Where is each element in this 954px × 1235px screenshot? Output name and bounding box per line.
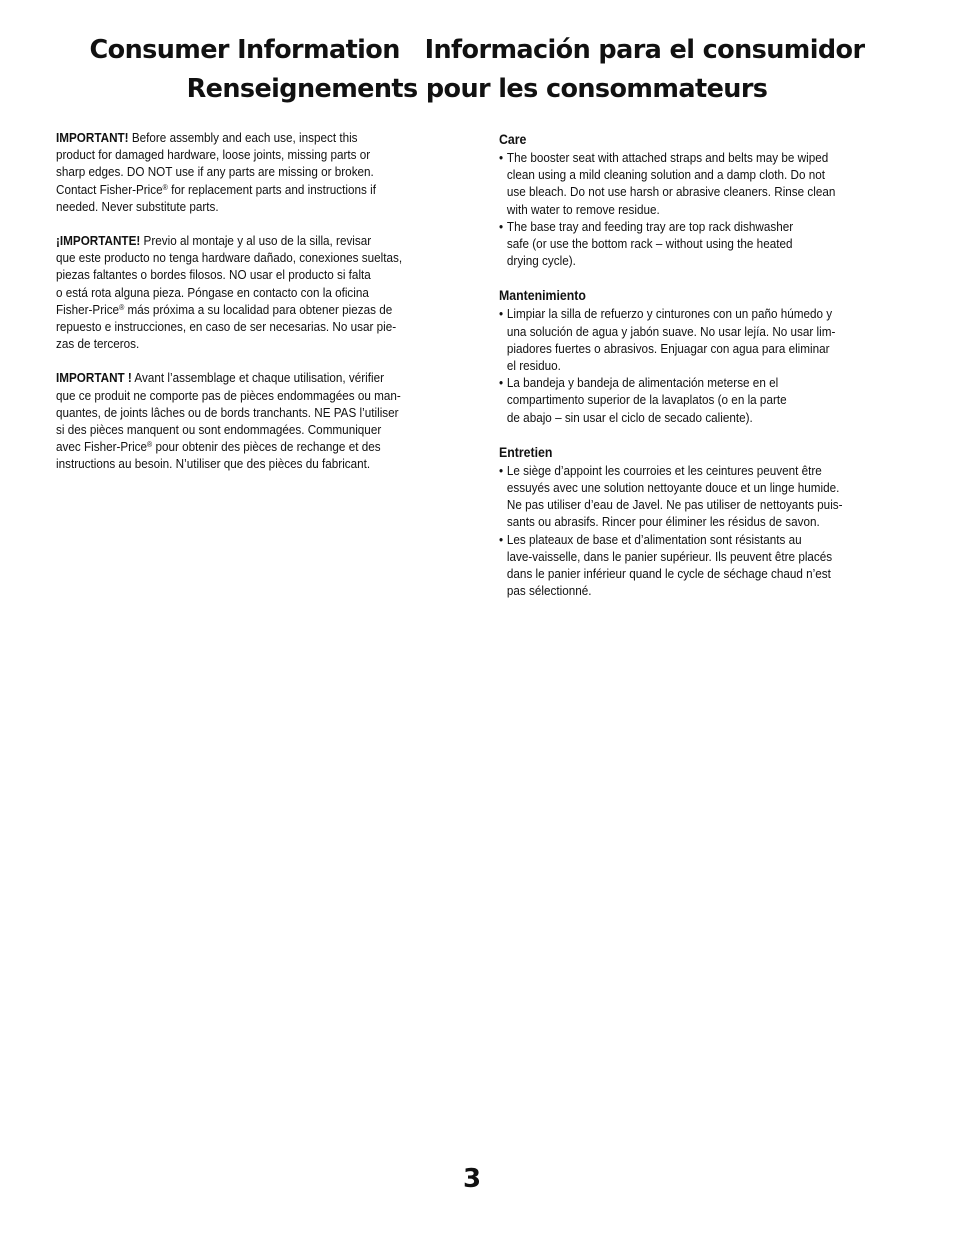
warning-label: IMPORTANT ! xyxy=(56,370,132,386)
bullet-item xyxy=(499,305,895,374)
page-number: 3 xyxy=(463,1164,482,1194)
care-section xyxy=(499,129,895,269)
registered-mark: ® xyxy=(119,302,125,312)
warning-spanish: ¡IMPORTANTE! Previo al montaje y al uso de la silla, revisar que este producto no tenga hardware dañado, conexiones sueltas, piezas faltantes o bordes filosos. NO usar el producto si falta o está rota alguna pieza. Póngase en contacto con la oficina Fisher-Price® más próxima a su localidad para obtener piezas de repuesto e instrucciones, en caso de ser necesarias. No usar pie- zas de terceros. xyxy=(56,233,403,352)
warnings-column xyxy=(56,129,450,490)
bullet-item xyxy=(499,149,895,218)
section-heading: Mantenimiento xyxy=(499,287,586,304)
bullet-line: clean using a mild cleaning solution and a damp cloth. Do not xyxy=(506,167,826,183)
bullet-line: Le siège d’appoint les courroies et les ceintures peuvent être xyxy=(506,462,822,478)
care-column xyxy=(499,129,895,615)
bullet-line: una solución de agua y jabón suave. No usar lejía. No usar lim- xyxy=(506,323,836,339)
warning-label: ¡IMPORTANTE! xyxy=(56,233,141,249)
bullet-line: The base tray and feeding tray are top rack dishwasher xyxy=(506,218,794,234)
bullet-line: Ne pas utiliser d’eau de Javel. Ne pas utiliser de nettoyants puis- xyxy=(506,497,843,513)
bullet-icon: • xyxy=(499,531,504,547)
bullet-line: Limpiar la silla de refuerzo y cinturones con un paño húmedo y xyxy=(506,306,833,322)
bullet-line: La bandeja y bandeja de alimentación meterse en el xyxy=(506,375,779,391)
bullet-line: pas sélectionné. xyxy=(506,583,592,599)
bullet-item xyxy=(499,218,895,270)
bullet-line: drying cycle). xyxy=(506,253,576,269)
page-title-french: Renseignements pour les consommateurs xyxy=(186,74,768,104)
section-heading: Care xyxy=(499,131,527,147)
bullet-line: Les plateaux de base et d’alimentation sont résistants au xyxy=(506,531,802,547)
registered-mark: ® xyxy=(147,440,153,450)
bullet-icon: • xyxy=(499,375,504,391)
entretien-section xyxy=(499,442,895,600)
bullet-line: de abajo – sin usar el ciclo de secado caliente). xyxy=(506,409,753,425)
bullet-item xyxy=(499,462,895,531)
bullet-line: piadores fuertes o abrasivos. Enjuagar con agua para eliminar xyxy=(506,340,830,356)
bullet-line: safe (or use the bottom rack – without using the heated xyxy=(506,236,793,252)
bullet-icon: • xyxy=(499,462,504,478)
bullet-item xyxy=(499,374,895,426)
warning-english: IMPORTANT! Before assembly and each use, inspect this product for damaged hardware, loose joints, missing parts or sharp edges. DO NOT use if any parts are missing or broken. Contact Fisher-Price® for replacement parts and instructions if needed. Never substitute parts. xyxy=(56,130,376,214)
registered-mark: ® xyxy=(162,182,168,192)
bullet-line: essuyés avec une solution nettoyante douce et un linge humide. xyxy=(506,480,840,496)
bullet-icon: • xyxy=(499,306,504,322)
bullet-line: sants ou abrasifs. Rincer pour éliminer les résidus de savon. xyxy=(506,514,820,530)
bullet-line: with water to remove residue. xyxy=(506,201,660,217)
bullet-line: compartimento superior de la lavaplatos (o en la parte xyxy=(506,392,787,408)
bullet-line: el residuo. xyxy=(506,358,561,374)
bullet-item xyxy=(499,531,895,600)
mantenimiento-section xyxy=(499,285,895,425)
bullet-line: use bleach. Do not use harsh or abrasive cleaners. Rinse clean xyxy=(506,184,836,200)
bullet-line: dans le panier inférieur quand le cycle de séchage chaud n’est xyxy=(506,566,831,582)
page-title: Consumer Information Información para el consumidor xyxy=(89,35,865,65)
bullet-icon: • xyxy=(499,218,504,234)
section-heading: Entretien xyxy=(499,443,553,460)
warning-label: IMPORTANT! xyxy=(56,130,129,145)
bullet-icon: • xyxy=(499,150,504,165)
warning-french: IMPORTANT ! Avant l’assemblage et chaque utilisation, vérifier que ce produit ne comporte pas de pièces endommagées ou man- quantes, de joints lâches ou de bords tranchants. NE PAS l’utiliser si des pièces manquent ou sont endommagées. Communiquer avec Fisher-Price® pour obtenir des pièces de rechange et des instructions au besoin. N’utiliser que des pièces du fabricant. xyxy=(56,370,401,472)
bullet-line: lave-vaisselle, dans le panier supérieur. Ils peuvent être placés xyxy=(506,548,833,564)
bullet-line: The booster seat with attached straps and belts may be wiped xyxy=(506,150,829,165)
